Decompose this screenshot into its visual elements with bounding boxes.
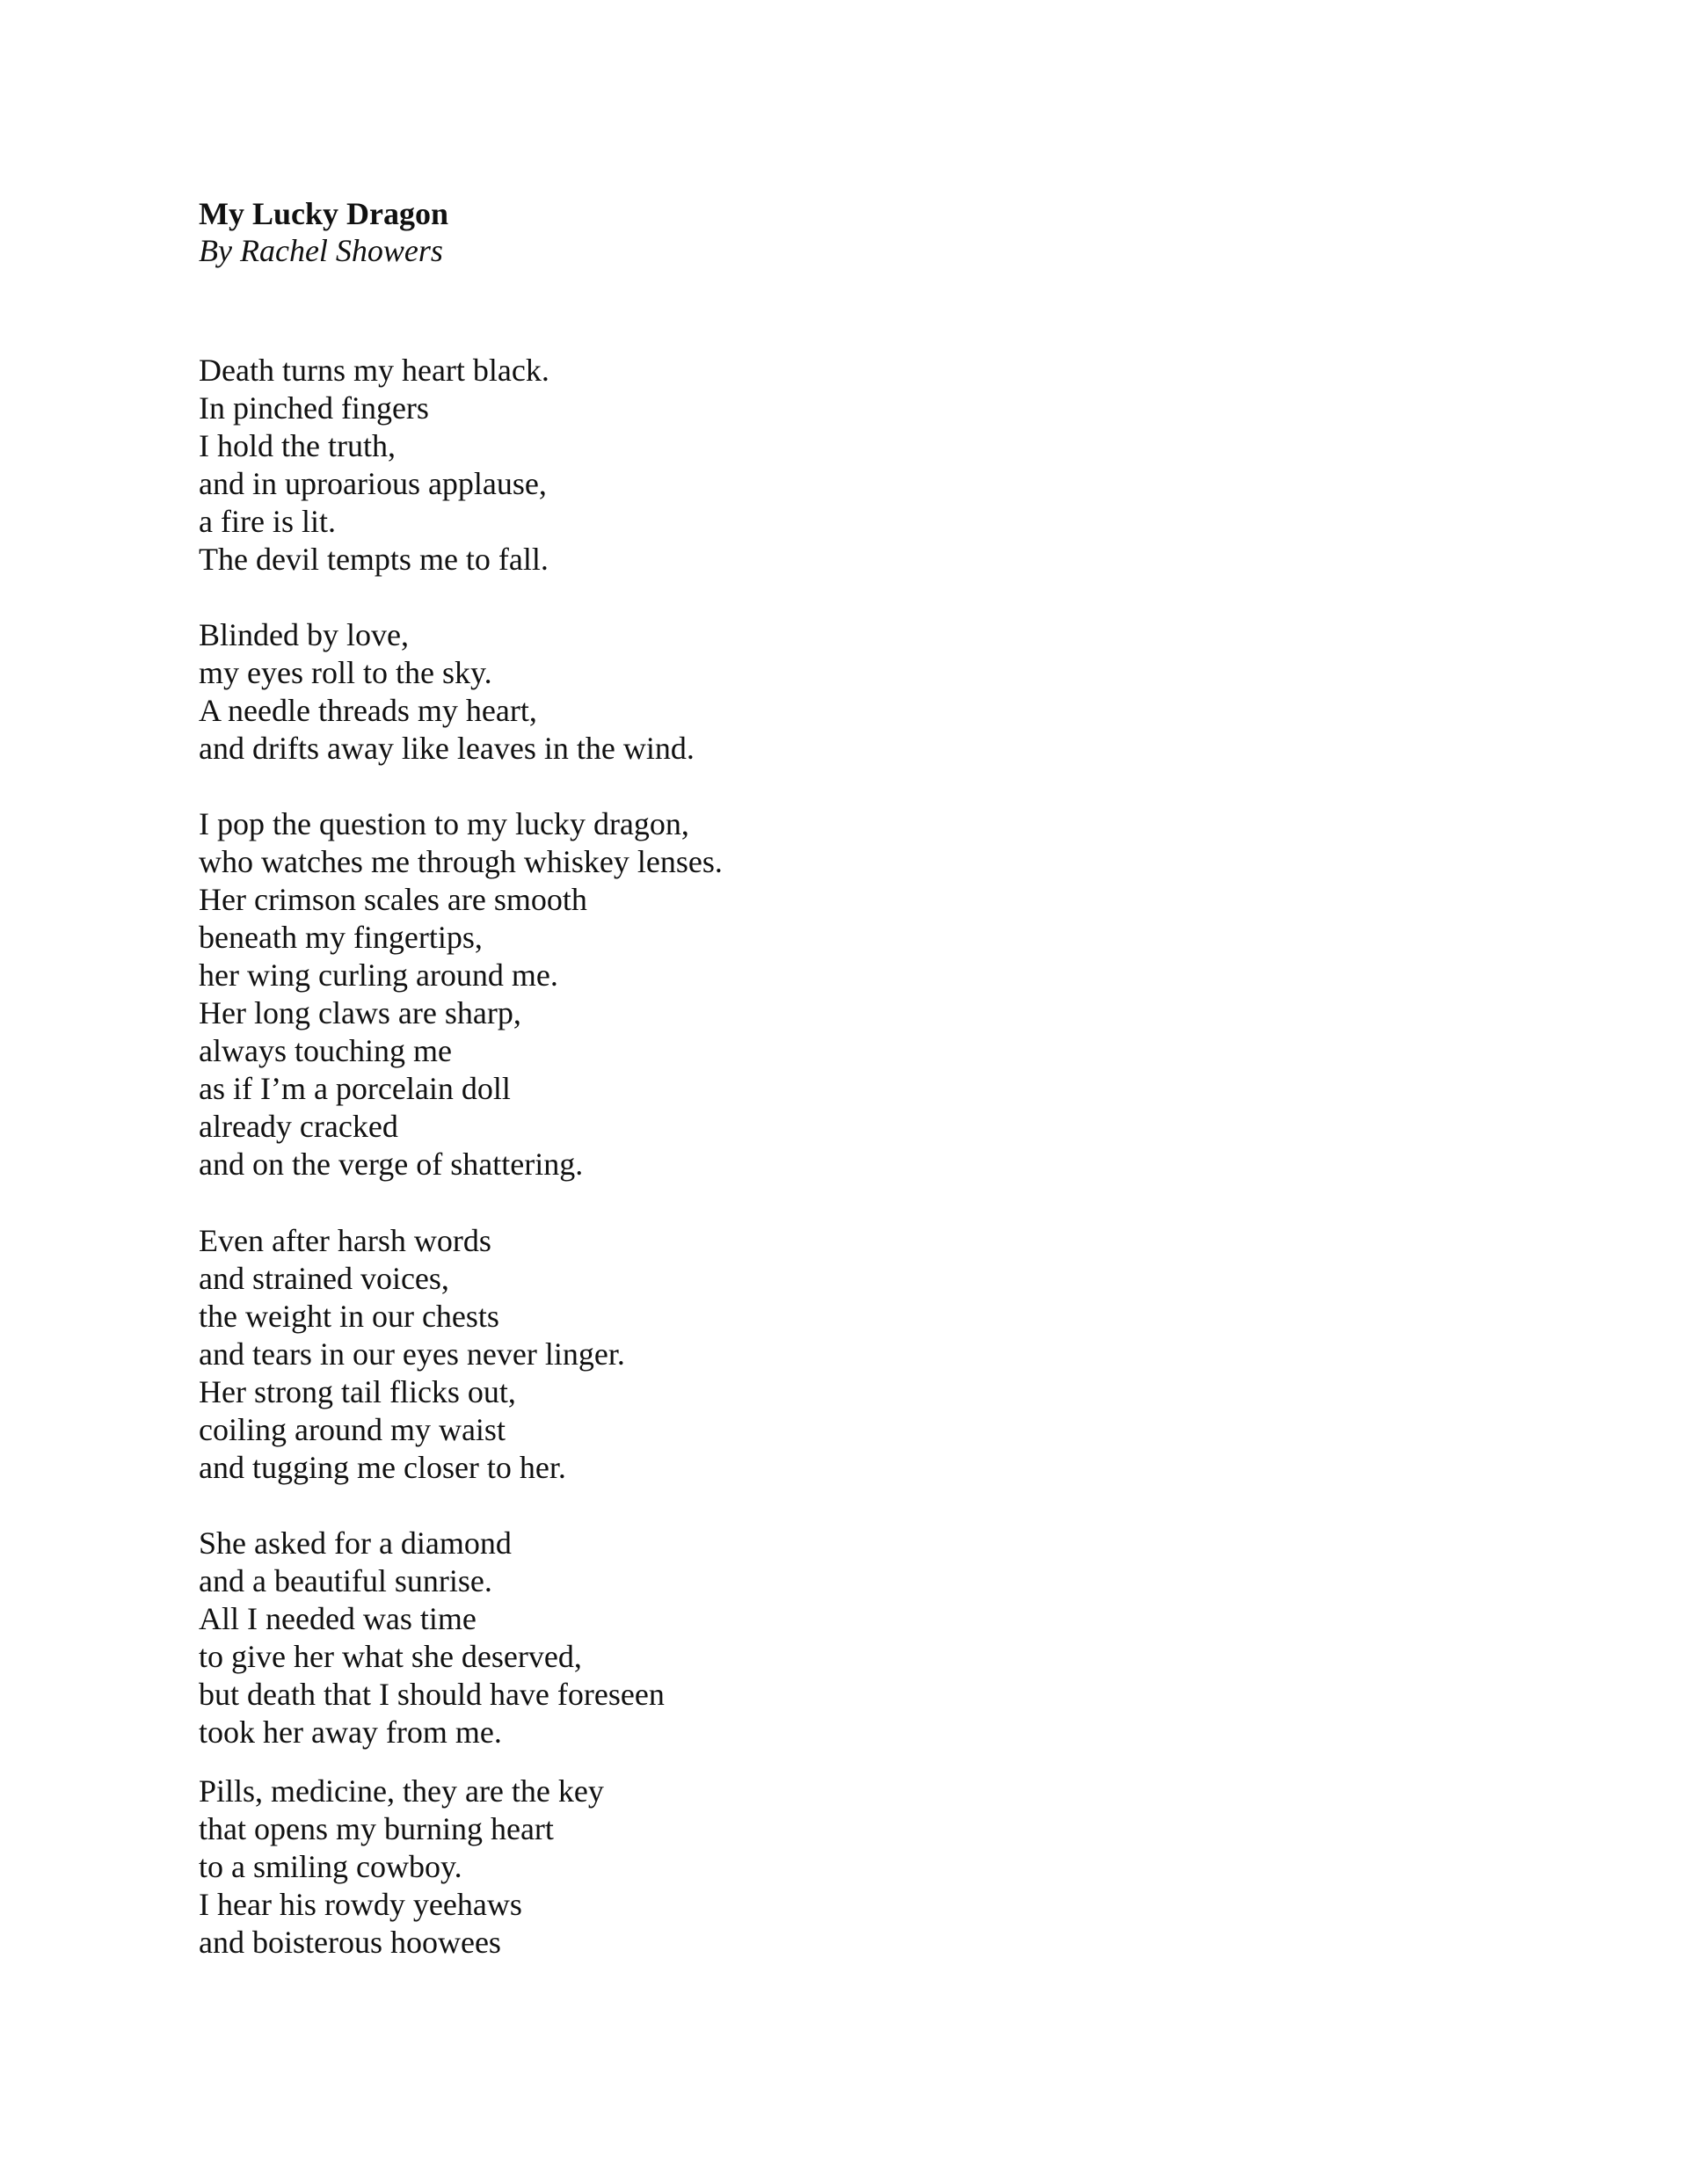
poem-line: to a smiling cowboy.: [199, 1849, 462, 1884]
stanza-1: [199, 352, 549, 579]
poem-line: and in uproarious applause,: [199, 466, 547, 501]
poem-line: Death turns my heart black.: [199, 353, 549, 388]
poem-line: to give her what she deserved,: [199, 1639, 582, 1674]
poem-line: who watches me through whiskey lenses.: [199, 844, 723, 879]
poem-line: and tugging me closer to her.: [199, 1450, 566, 1485]
poem-line: Pills, medicine, they are the key: [199, 1773, 604, 1809]
poem-line: In pinched fingers: [199, 390, 429, 426]
poem-byline: By Rachel Showers: [199, 233, 443, 268]
stanza-2: [199, 616, 695, 768]
poem-line: and strained voices,: [199, 1261, 449, 1296]
poem-line: and drifts away like leaves in the wind.: [199, 731, 695, 766]
poem-line: and a beautiful sunrise.: [199, 1563, 492, 1598]
poem-line: Blinded by love,: [199, 617, 409, 652]
poem-line: her wing curling around me.: [199, 957, 558, 993]
poem-line: I hear his rowdy yeehaws: [199, 1887, 522, 1922]
poem-line: Even after harsh words: [199, 1223, 491, 1258]
stanza-6: [199, 1773, 604, 1962]
poem-line: Her long claws are sharp,: [199, 995, 521, 1030]
poem-line: and tears in our eyes never linger.: [199, 1336, 625, 1372]
poem-line: and boisterous hoowees: [199, 1925, 501, 1960]
poem-line: Her strong tail flicks out,: [199, 1374, 516, 1409]
poem-line: All I needed was time: [199, 1601, 477, 1636]
poem-content: [199, 195, 1430, 1960]
poem-line: beneath my fingertips,: [199, 920, 483, 955]
poem-title: My Lucky Dragon: [199, 196, 449, 231]
poem-line: my eyes roll to the sky.: [199, 655, 492, 690]
stanza-4: [199, 1222, 625, 1487]
stanza-3: [199, 805, 723, 1183]
poem-line: The devil tempts me to fall.: [199, 542, 549, 577]
poem-line: I pop the question to my lucky dragon,: [199, 806, 689, 841]
poem-line: She asked for a diamond: [199, 1525, 512, 1561]
poem-line: and on the verge of shattering.: [199, 1147, 584, 1182]
poem-line: coiling around my waist: [199, 1412, 506, 1447]
poem-line: always touching me: [199, 1033, 452, 1068]
poem-line: A needle threads my heart,: [199, 693, 537, 728]
poem-line: took her away from me.: [199, 1714, 502, 1750]
poem-line: I hold the truth,: [199, 428, 396, 463]
poem-line: the weight in our chests: [199, 1299, 499, 1334]
stanza-5: [199, 1525, 665, 1751]
poem-line: a fire is lit.: [199, 504, 336, 539]
poem-line: as if I’m a porcelain doll: [199, 1071, 511, 1106]
poem-line: already cracked: [199, 1109, 398, 1144]
poem-line: Her crimson scales are smooth: [199, 882, 587, 917]
poem-line: that opens my burning heart: [199, 1811, 554, 1846]
poem-line: but death that I should have foreseen: [199, 1677, 665, 1712]
